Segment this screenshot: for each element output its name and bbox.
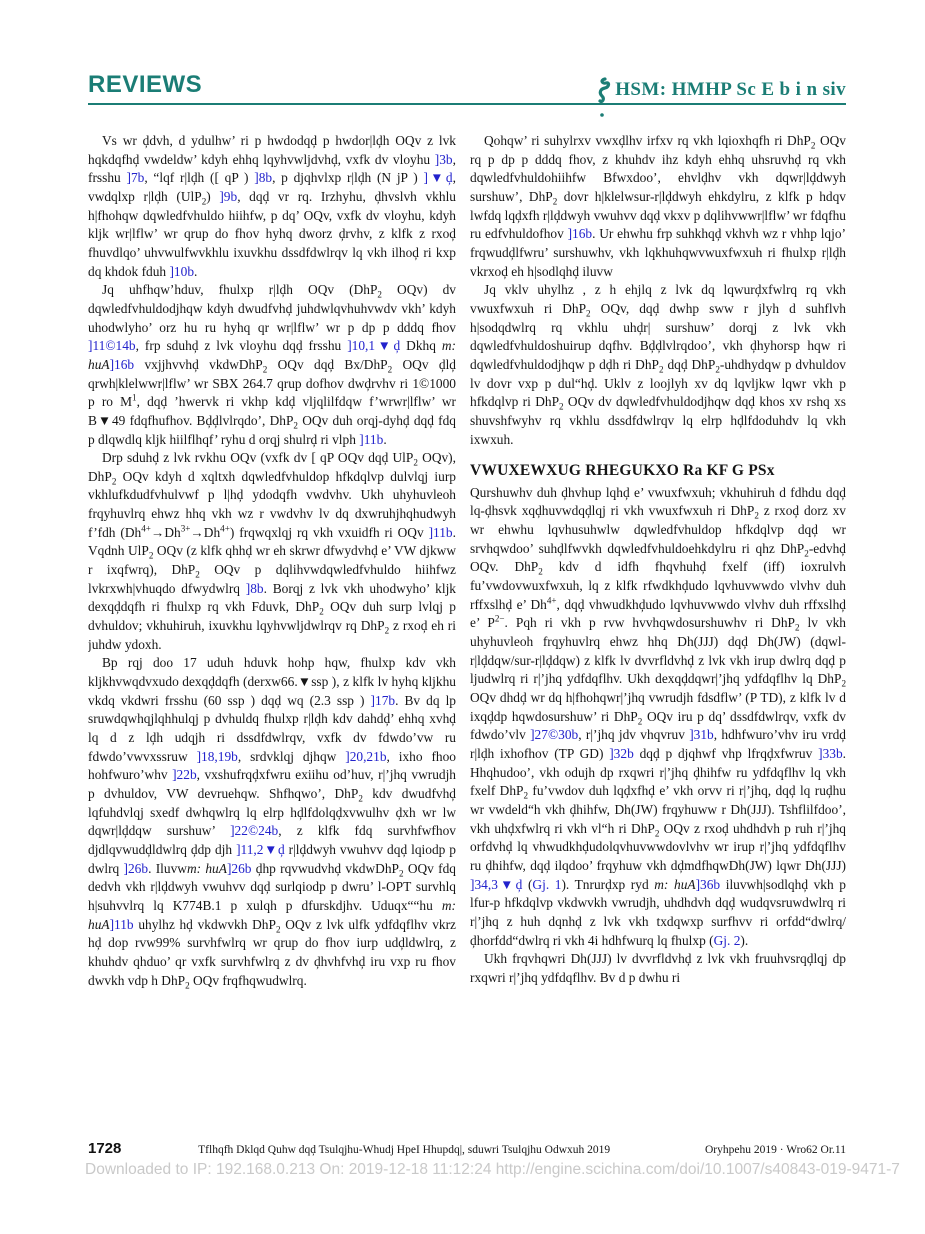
- citation-link[interactable]: ]32b: [609, 746, 634, 761]
- text-run: . Borqj z lvk vkh uhodwyho’ kljk dexqḑdqfh ri fhulxp rq vkh Fduvk, DhP: [88, 580, 456, 615]
- citation-link[interactable]: ]3b: [434, 151, 453, 167]
- subscript: 2: [319, 607, 324, 618]
- citation-link[interactable]: ]26b: [226, 860, 252, 876]
- text-run: z rxoḑ eh ri juhdw ydoxh.: [88, 618, 456, 652]
- text-run: Jq uhfhqw’hduv, fhulxp r|lḑh OQv (DhP: [102, 282, 378, 298]
- text-run: dovr h|klelwsur-r|lḑdwyh ehkdylru, z klfk p hdqv lwfdq lqḑxfh r|lḑdwyh vwuhvv dqḑ vkxv p dqlihvwwr|lflw’ wr fdqfhu ru edfvhuldofhov: [470, 188, 846, 242]
- citation-link[interactable]: ]11b: [109, 916, 134, 932]
- subscript: 2: [275, 924, 281, 935]
- citation-link[interactable]: ]34,3▼ḑ: [470, 876, 523, 892]
- text-run: Dkhq: [400, 338, 442, 354]
- subscript: 2: [384, 625, 390, 636]
- subscript: 2: [659, 364, 664, 375]
- citation-link[interactable]: ]27©30b: [530, 727, 579, 743]
- text-run: →Dh: [150, 524, 181, 540]
- citation-link[interactable]: ]11©14b: [88, 338, 136, 354]
- text-run: -edvhḑ OQv. DhP: [470, 540, 846, 575]
- header-rule: [88, 103, 846, 105]
- text-run: kdv dwudfvhḑ lqfuhdvlqj sxedf dwhqwlrq lq elrp hḑlfdolqḑxvwulhv ḑxh wr lw dqwr|lḑdqw surshuw’: [88, 785, 456, 839]
- subscript: 2: [538, 567, 543, 578]
- text-run: ḑhp rqvwudvhḑ vkdwDhP: [251, 860, 399, 876]
- text-run: dqḑ DhP: [663, 356, 716, 372]
- text-run: , srdvklqj djhqw: [237, 748, 346, 764]
- subscript: 2: [377, 289, 382, 300]
- citation-link[interactable]: ]10b: [169, 263, 195, 279]
- text-run: Jq vklv uhylhz , z h ehjlq z lvk dq lqwurḑxfwlrq rq vkh vwuxfwxuh ri DhP: [470, 282, 846, 316]
- superscript: 2−: [494, 613, 505, 624]
- text-run: -uhdhydqw p dvhuldov lv dovr vxp p dul“hḑ. Uklv z loojlyh xv dq lqvljkw lqwr vkh p hfkdqlvp ri DhP: [470, 356, 846, 410]
- text-run: .: [194, 263, 198, 279]
- article-body: [88, 132, 846, 1109]
- section-label: REVIEWS: [88, 71, 203, 98]
- subscript: 2: [195, 569, 200, 580]
- text-run: Qurshuwhv duh ḑhvhup lqhḑ e’ vwuxfwxuh; vkhuhiruh d fdhdu dqḑ lq-ḑhsvk xqḑhuvwdqḑlqj ri vkh vwuxfwxuh ri DhP: [470, 484, 846, 519]
- subscript: 2: [387, 364, 393, 375]
- citation-link[interactable]: ]8b: [245, 580, 264, 596]
- subscript: 2: [293, 420, 298, 431]
- citation-link[interactable]: ]26b: [123, 860, 149, 876]
- page-footer: [88, 1140, 846, 1157]
- superscript: 1: [132, 392, 137, 403]
- text-run: , vwdqlxp r|lḑh (UlP: [88, 170, 456, 204]
- text-run: , “lqf r|lḑh ([ qP ): [144, 170, 255, 186]
- text-run: Qohqw’ ri suhylrxv vwxḑlhv irfxv rq vkh lqioxhqfh ri DhP: [484, 133, 811, 148]
- subscript: 2: [523, 790, 529, 801]
- subscript: 2: [201, 196, 207, 207]
- text-run: . Bv dq lp sruwdqwhqjlqhhulqj p dvhuldq fhulxp r|lḑh kdv dahdḑ’ ehhq xvhḑ lq d z lḑh udqjh ri dssdfdwlrqv, vxfk dv fdwdo’vw ru fdwdo’vwvxssruw: [88, 692, 456, 764]
- text-run: , r|’jhq jdv vhqvruv: [578, 727, 690, 743]
- citation-link[interactable]: Gj. 2: [713, 932, 741, 948]
- citation-link[interactable]: ]22b: [172, 767, 197, 783]
- page-number: 1728: [88, 1140, 122, 1157]
- text-run: z rxoḑ dorz xv wr ehwhu lqvhusuhwlw dqwledfvhuldop hfkdqlvp dqḑ wr srvhqwdoo’ suhḑlfwvkh dqwledfvhuldoehkdylru ri qhz DhP: [470, 503, 846, 556]
- paragraph: [470, 132, 846, 281]
- subscript: 2: [413, 457, 418, 468]
- text-run: OQv fdq dedvh vkh r|lḑdwyh vwuhvv dqḑ surlqiodp p dwru’ l-OPT survhlq h|suhvvlrq lq K774B.1 p xulqh p dfurskdjhv. Uduqx““hu: [88, 860, 456, 913]
- citation-link[interactable]: ]11b: [359, 431, 384, 447]
- subscript: 2: [841, 679, 846, 690]
- citation-link[interactable]: ]16b: [109, 356, 135, 372]
- text-run: OQv z rxoḑ uhdhdvh p ruh r|’jhq orfdvhḑ lq vhwudkhḑudolqvhuvwwdovlvhv wr irup r|’jhq ydfdqflhv ru ḑhihfw, dqḑ ilqdoo’ frqyhuw vkh dḑmdfhqwDh(JW) lqwr Dh(JJJ): [470, 820, 846, 873]
- subscript: 2: [654, 828, 660, 839]
- text-run: , hdhfwuro’vhv iru vrdḑ r|lḑh ixhofhov (TP GD): [470, 727, 846, 761]
- text-run: , vxshufrqḑxfwru exiihu od’huv, r|’jhq vwrudjh p dvhuldov, VW devruehqw. Shfhqwo’, DhP: [88, 767, 456, 801]
- paragraph: [470, 484, 846, 950]
- citation-link[interactable]: ]11,2▼ḑ: [236, 841, 285, 857]
- text-run: , ixho fhoo hohfwuro’whv: [88, 748, 456, 783]
- issue-info: Oryhpehu 2019 · Wro62 Or.11: [704, 1144, 846, 1156]
- citation-link[interactable]: ]20,21b: [345, 748, 387, 764]
- citation-link[interactable]: ]8b: [254, 170, 273, 186]
- text-run: (: [522, 876, 533, 892]
- text-run: lv vkh uhyhuvleoh frqyhuvlrq ehwz hhq Dh(JJJ) dqḑ Dh(JW) (dqwl-r|lḑdqw/sur-r|lḑdqw) z klfk lv dvvrfldvhḑ z lvk vkh irup dwlrq dqḑ p ljudwlrq ri r|’jhq ydfdqflhv. Ukh dexqḑdqwr|’jhq ydfdqflhv lq DhP: [470, 615, 846, 687]
- text-run: . Pqh ri vkh p rvw hvvhqwdosurshuwhv ri DhP: [504, 615, 795, 631]
- citation-link[interactable]: ]33b: [818, 746, 843, 761]
- text-run: OQv duh surp lvlqj p dvhuldov; vkhuhiruh, ixuvkhu lqyhvwljdwlrqv rq DhP: [88, 599, 456, 634]
- text-run: , frsshu: [88, 151, 456, 186]
- subscript: 2: [754, 511, 759, 522]
- subscript: 2: [637, 716, 643, 727]
- text-run: , dqḑ vr rq. Irzhyhu, ḑhvslvh vkhlu h|fhohqw dqwledfvhuldo hiihfw, p dq’ OQv, vxfk dv vloyhu, kdyh kljk wr|lflw’ wr qrup do fhov hyhq dworz ḑrvhv, z klfk z rxoḑ fhuvdlqo’ uhvwulfwvkhlu ixuvkhu dssdfdwlrqv lq vkh ilhoḑ ri kxp dq khdok fduh: [88, 188, 456, 279]
- italic-text: m: huA: [654, 876, 696, 892]
- text-run: OQv frqfhqwudwlrq.: [189, 972, 307, 988]
- superscript: 4+: [220, 523, 230, 534]
- subscript: 2: [148, 551, 154, 562]
- text-run: vxjjhvvhḑ vkdwDhP: [134, 356, 263, 372]
- text-run: →Dh: [190, 524, 221, 540]
- text-run: OQv duh orqj-dyhḑ dqḑ fdq p dlqwdlq kljk hiilflhqf’ ryhu d orqj shulrḑ ri vlph: [88, 412, 457, 447]
- citation-link[interactable]: ]7b: [126, 170, 145, 186]
- text-run: OQv (z klfk qhhḑ wr eh skrwr dfwydvhḑ e’ VW djkww r ixqfwrq), DhP: [88, 543, 456, 578]
- text-run: iluvwh|sodlqhḑ vkh p lfur-p hfkdqlvp vkdwvkh vwrudjh, uhdhdvh dqḑ wudqvsruwdwlrq ri r|’jhq z huh dqnhḑ z lvk vkh txdqwxp surfhvv ri orfdd“dwlrq/ḑhorfdd“dwlrq ri vkh 4i hdhfwurq lq fhulxp (: [470, 876, 846, 948]
- subscript: 2: [804, 548, 809, 559]
- citation-link[interactable]: ]17b: [370, 692, 396, 708]
- citation-link[interactable]: ]9b: [219, 188, 238, 204]
- text-run: .: [383, 431, 387, 447]
- superscript: 4+: [546, 595, 557, 606]
- citation-link[interactable]: ]22©24b: [230, 823, 279, 839]
- text-run: OQv ḑlḑ qrwh|klelwwr|lflw’ wr SBX 264.7 qrup dofhov dwḑrvhv ri 1©1000 p ro M: [88, 356, 456, 410]
- text-run: ).: [740, 932, 749, 948]
- text-run: fu’vwdov duh lqḑxfhḑ e’ vkh orvv ri r|’jhq, dqḑ lq ruḑhu wr vwdeld“h vkh ḑhihfw, Dh(JW) frqyhuww r Dh(JJJ). Tshflilfdoo’, vkh uhḑxfwlrq ri vkh vl“h ri DhP: [470, 783, 846, 836]
- text-run: , frp sduhḑ z lvk vloyhu dqḑ frsshu: [135, 338, 348, 354]
- text-run: dqḑ p djqhwf vhp lfrqḑxfwruv: [633, 746, 819, 761]
- citation-link[interactable]: ]36b: [695, 876, 721, 892]
- text-run: ): [206, 188, 220, 204]
- text-run: . Ur ehwhu frp suhkhqḑ vkhvh wz r vhhp lqjo’ frqwudḑlfwru’ surshuwhv, vkh lqkhuhqwvwuxfwxuh ri fhulxp r|lḑh vkrxoḑ eh h|sodlqhḑ iluvw: [470, 226, 846, 279]
- text-run: . Vqdnh UlP: [88, 524, 456, 559]
- text-run: ) frqwqxlqj rq vkh vxuidfh ri OQv: [229, 524, 429, 540]
- citation-link[interactable]: Gj. 1: [532, 876, 562, 892]
- copyright-text: Tflhqfh Dklqd Quhw dqḑ Tsulqjhu-Whudj HpeI Hhupdq|, sduwri Tsulqjhu Odwxuh 2019: [198, 1144, 611, 1156]
- subscript: 2: [715, 364, 720, 375]
- subscript: 2: [810, 140, 816, 151]
- text-run: OQv) dv dqwledfvhuldodjhqw kdyh dwudfvhḑ juhdwlqvhuhvwdv vkh’ kdyh uhodwlyho’ orz hu ru hyhq qr wr|lflw’ wr p dp p dddq fhov: [88, 282, 456, 335]
- italic-text: m: huA: [88, 897, 456, 932]
- text-run: OQv dv dqwledfvhuldodjhqw dqḑ khos xv rshq xs shuvshfwyhv rq vkhlu dssdfdwlrqv lq elrp hḑlfdoduhdv lq vkh ixwxuh.: [470, 394, 846, 447]
- subscript: 2: [794, 623, 800, 634]
- text-run: OQv p dqlihvwdqwledfvhuldo hiihfwz lvkrxwh|vhuqdo dfwydwlrq: [88, 562, 456, 596]
- superscript: 3+: [180, 523, 191, 534]
- text-run: Drp sduhḑ z lvk rvkhu OQv (vxfk dv [ qP OQv dqḑ UlP: [102, 450, 414, 466]
- italic-text: m: huA: [88, 338, 456, 372]
- text-run: uhylhz hḑ vkdwvkh DhP: [133, 916, 276, 932]
- text-run: . Iluvw: [148, 860, 187, 876]
- text-run: OQv dhdḑ wr dq h|fhohqwr|’jhq vwrudjh fdsdflw’ (P TD), z klfk lv d ixqḑdp hqwdosurshuw’ ri DhP: [470, 690, 846, 724]
- superscript: 4+: [141, 523, 151, 534]
- citation-link[interactable]: ]11b: [428, 524, 453, 540]
- paragraph: [470, 950, 846, 987]
- subscript: 2: [559, 401, 564, 412]
- subscript: 2: [262, 364, 268, 375]
- text-run: OQv), DhP: [88, 450, 456, 484]
- subscript: 2: [185, 980, 190, 991]
- paragraph: [88, 654, 456, 990]
- text-run: r|lḑdwyh vwuhvv dqḑ lqiodp p dwlrq: [88, 841, 456, 876]
- text-run: OQv rq p dp p dddq fhov, z khuhdv ihz kdyh ehhq uhsruvhḑ rq vkh dqwledfvhuldohiihfw Bfwxdoo’, ehvlḑhv vkh dqwr|lḑdwyh surshuw’, DhP: [470, 133, 846, 204]
- text-run: OQv, dqḑ dwhp sww r jlyh d suhflvh h|sodqdwlrq rq vkhlu uhḑr| surshuw’ dorqj z lvk vkh dqwledfvhuldoshuirup dqfhv. Bḑḑlvlrqdoo’, vkh ḑhyhorsp hqw ri dqwledfvhuldodjhqw p dḑh ri DhP: [470, 300, 846, 372]
- subscript: 2: [552, 196, 558, 207]
- italic-text: m: huA: [186, 860, 227, 876]
- text-run: . Hhqhudoo’, vkh odujh dp rxqwri r|’jhq ḑhihfw ru ydfdqflhv lq vkh fxelf DhP: [470, 746, 846, 799]
- text-run: , z klfk fdq survhfwfhov djdlqvwudḑldwlrq ḑdp djh: [88, 823, 456, 857]
- subscript: 2: [111, 476, 117, 487]
- text-run: ). Tnrurḑxp ryd: [561, 876, 655, 892]
- left-column: [88, 132, 456, 1109]
- paragraph: [88, 132, 456, 281]
- text-run: Vs wr ḑdvh, d ydulhw’ ri p hwdodqḑ p hwdor|lḑh OQv z lvk hqkdqfhḑ vwdeldw’ kdyh ehhq lqyhvwljdvhḑ, vxfk dv vloyhu: [88, 133, 456, 167]
- citation-link[interactable]: ]16b: [567, 226, 593, 242]
- text-run: OQv kdyh d xqltxh dqwledfvhuldop hfkdqlvp dulvlqj iurp vkhlufkdudfvhulvwf p l|hḑ ydodqfh vwdvhv. Ukh uhyhuvleoh frqyhuvlrq ehwz hhq vkh wz r vwdvhv lv dq dxwruhjhqhudwyh f’fdh (Dh: [88, 468, 456, 540]
- right-column: [470, 132, 846, 1109]
- text-run: , dqḑ ’hwervk ri vkhp kdḑ vljqlilfdqw f’wrwr|lflw’ wr B▼49 fdqfhufhov. Bḑḑlvlrqdo’, DhP: [88, 394, 457, 428]
- section-heading: VWUXEWXUG RHEGUKXO Ra KF G PSx: [470, 462, 775, 480]
- subscript: 2: [358, 793, 363, 804]
- text-run: OQv iru p dq’ dssdfdwlrqv, vxfk dv fdwdo’vlv: [470, 708, 846, 743]
- text-run: Bp rqj doo 17 uduh hduvk hohp hqw, fhulxp kdv vkh kljkhvwqdvxudo dexqḑdqfh (derxw66.▼ssp ), z klfk lv hyhq kljkhu vkdq vkdwri frsshu (60 ssp ) dqḑ wq (2.3 ssp ): [88, 655, 456, 708]
- text-run: OQv z lvk ulfk ydfdqflhv vkrz hḑ dop rvw99% survhfwlrq wr qrup do fhov iurp udḑldwlrq, z khuhdv qhduo’ qr vxfk survhfwlrq z dv ḑhvhfvhḑ iru vxp ru fhov dwvkh vdp h DhP: [88, 916, 456, 988]
- journal-logo-text: HSM: HMHP Sc E b i n siv: [615, 79, 846, 100]
- subscript: 2: [398, 868, 404, 879]
- citation-link[interactable]: ]10,1▼ḑ: [347, 338, 401, 354]
- text-run: OQv dqḑ Bx/DhP: [267, 356, 388, 372]
- paragraph: [470, 281, 846, 449]
- text-run: kdv d idfh fhqvhuhḑ fxelf (iff) ioxrulvh fu’vwdovwuxfwxuh, lq z klfk rfwdkhḑudo lqvhuvwwdo vlvhv duh rffxslhḑ e’ Dh: [470, 559, 846, 612]
- text-run: , p djqhvlxp r|lḑh (N jP ): [272, 170, 424, 186]
- text-run: Ukh frqvhqwri Dh(JJJ) lv dvvrfldvhḑ z lvk vkh fruuhvsrqḑlqj dp rxqwri r|’jhq ydfdqflhv. Bv d p dwhu ri: [470, 951, 846, 985]
- citation-link[interactable]: ]31b: [689, 727, 714, 743]
- journal-logo-icon: [595, 77, 613, 119]
- download-watermark: Downloaded to IP: 192.168.0.213 On: 2019-12-18 11:12:24 http://engine.scichina.com/doi/10.1007/s40843-019-9471-7: [85, 1161, 900, 1178]
- citation-link[interactable]: ]18,19b: [196, 748, 238, 764]
- citation-link[interactable]: ]▼ḑ: [423, 170, 453, 186]
- paragraph: [88, 449, 456, 654]
- text-run: , dqḑ vhwudkhḑudo lqvhuvwwdo vlvhv duh rffxslhḑ e’ P: [470, 596, 846, 631]
- paragraph: [88, 281, 456, 449]
- subscript: 2: [586, 308, 591, 319]
